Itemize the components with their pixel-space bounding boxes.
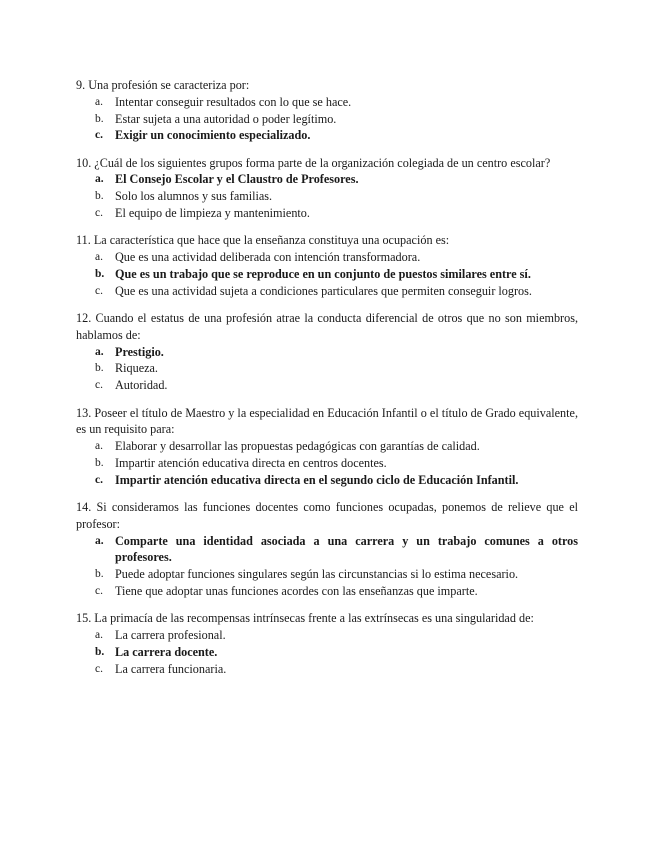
option-text: Impartir atención educativa directa en centros docentes.	[115, 455, 387, 470]
answer-option-c	[76, 583, 578, 600]
answer-option-a	[76, 438, 578, 455]
document-page	[76, 77, 578, 688]
option-text: La carrera docente.	[115, 644, 218, 659]
option-text: La carrera funcionaria.	[115, 661, 227, 676]
answer-option-b-correct	[76, 266, 578, 283]
option-letter: b.	[95, 267, 105, 280]
option-letter: b.	[95, 456, 104, 469]
answer-option-c	[76, 205, 578, 222]
option-text: Prestigio.	[115, 344, 164, 359]
answer-option-c-correct	[76, 127, 578, 144]
option-letter: a.	[95, 251, 103, 264]
option-text: Intentar conseguir resultados con lo que se hace.	[115, 94, 352, 109]
option-text: Impartir atención educativa directa en el segundo ciclo de Educación Infantil.	[115, 472, 519, 487]
option-text: Que es un trabajo que se reproduce en un conjunto de puestos similares entre sí.	[115, 266, 531, 281]
option-text: Elaborar y desarrollar las propuestas pedagógicas con garantías de calidad.	[115, 439, 480, 454]
question-10	[76, 155, 578, 222]
question-14	[76, 499, 578, 600]
option-text: La carrera profesional.	[115, 628, 226, 643]
option-letter: c.	[95, 129, 103, 142]
option-text: Solo los alumnos y sus familias.	[115, 189, 273, 204]
option-text: Estar sujeta a una autoridad o poder legítimo.	[115, 111, 337, 126]
option-letter: a.	[95, 345, 104, 358]
answer-option-b	[76, 455, 578, 472]
question-text: 12. Cuando el estatus de una profesión atrae la conducta diferencial de otros que no son miembros, hablamos de:	[76, 311, 578, 342]
question-9	[76, 77, 578, 144]
answer-option-b	[76, 360, 578, 377]
answer-option-a	[76, 249, 578, 266]
answer-option-a-correct	[76, 171, 578, 188]
option-letter: a.	[95, 534, 104, 547]
question-11	[76, 232, 578, 299]
option-letter: c.	[95, 473, 103, 486]
question-text: 9. Una profesión se caracteriza por:	[76, 78, 250, 92]
answer-option-a	[76, 94, 578, 111]
answer-option-b	[76, 566, 578, 583]
option-letter: c.	[95, 284, 103, 297]
answer-option-b	[76, 188, 578, 205]
question-text: 11. La característica que hace que la enseñanza constituya una ocupación es:	[76, 233, 450, 248]
answer-option-c	[76, 283, 578, 300]
answer-option-a-correct	[76, 533, 578, 567]
option-text: El Consejo Escolar y el Claustro de Profesores.	[115, 172, 359, 187]
question-12	[76, 310, 578, 394]
answer-option-c-correct	[76, 472, 578, 489]
question-text: 14. Si consideramos las funciones docentes como funciones ocupadas, ponemos de relieve que el profesor:	[76, 500, 578, 531]
option-text: Tiene que adoptar unas funciones acordes con las enseñanzas que imparte.	[115, 584, 478, 599]
option-letter: b.	[95, 645, 105, 658]
option-text: Autoridad.	[115, 378, 168, 393]
option-text: Puede adoptar funciones singulares según las circunstancias si lo estima necesario.	[115, 567, 519, 582]
option-text: Riqueza.	[115, 361, 158, 376]
option-letter: c.	[95, 585, 103, 598]
question-text: 15. La primacía de las recompensas intrínsecas frente a las extrínsecas es una singularidad de:	[76, 611, 534, 626]
option-letter: c.	[95, 662, 103, 675]
answer-option-a-correct	[76, 344, 578, 361]
option-letter: a.	[95, 440, 103, 453]
option-text: El equipo de limpieza y mantenimiento.	[115, 206, 310, 221]
option-text: Que es una actividad sujeta a condiciones particulares que permiten conseguir logros.	[115, 283, 532, 298]
option-letter: c.	[95, 207, 103, 220]
option-letter: b.	[95, 568, 104, 581]
option-letter: b.	[95, 362, 104, 375]
answer-option-a	[76, 627, 578, 644]
option-letter: a.	[95, 95, 103, 108]
answer-option-c	[76, 661, 578, 678]
question-text: 10. ¿Cuál de los siguientes grupos forma parte de la organización colegiada de un centro escolar?	[76, 155, 551, 170]
option-letter: a.	[95, 629, 103, 642]
option-letter: c.	[95, 379, 103, 392]
question-15	[76, 610, 578, 677]
option-text: Que es una actividad deliberada con intención transformadora.	[115, 250, 421, 265]
option-letter: b.	[95, 112, 104, 125]
option-letter: b.	[95, 190, 104, 203]
answer-option-c	[76, 377, 578, 394]
answer-option-b	[76, 111, 578, 128]
question-text: 13. Poseer el título de Maestro y la especialidad en Educación Infantil o el título de Grado equivalente, es un requisito para:	[76, 405, 578, 437]
answer-option-b-correct	[76, 644, 578, 661]
option-letter: a.	[95, 173, 104, 186]
question-13	[76, 405, 578, 489]
option-text: Exigir un conocimiento especializado.	[115, 128, 311, 143]
option-text: Comparte una identidad asociada a una carrera y un trabajo comunes a otros profesores.	[115, 533, 578, 565]
